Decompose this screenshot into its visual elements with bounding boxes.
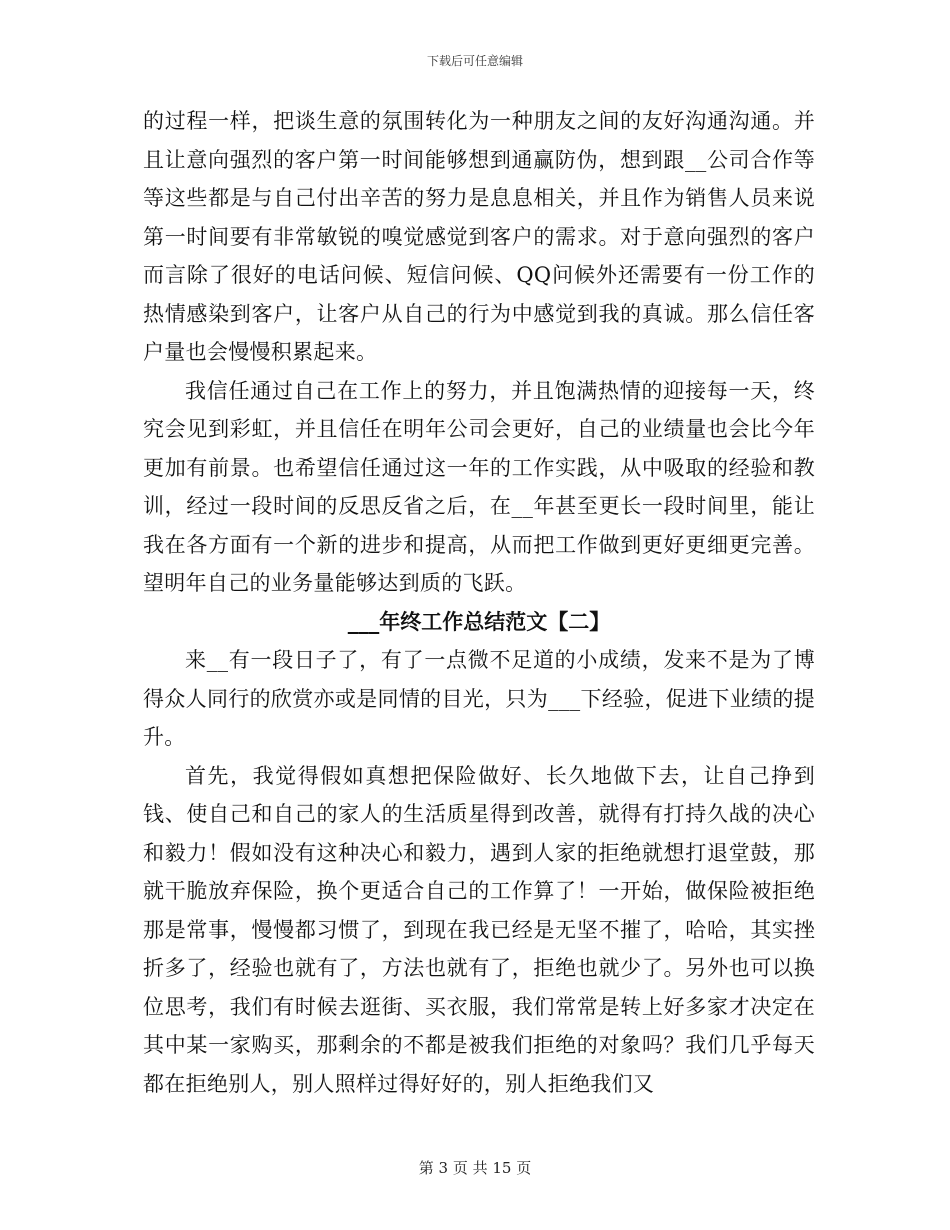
paragraph-perseverance: 首先，我觉得假如真想把保险做好、长久地做下去，让自己挣到钱、使自己和自己的家人的生活质星得到改善，就得有打持久战的决心和毅力！假如没有这种决心和毅力，遇到人家的拒绝就想打退堂鼓，那就干脆放弃保险，换个更适合自己的工作算了！一开始，做保险被拒绝那是常事，慢慢都习惯了，到现在我已经是无坚不摧了，哈哈，其实挫折多了，经验也就有了，方法也就有了，拒绝也就少了。另外也可以换位思考，我们有时候去逛街、买衣服，我们常常是转上好多家才决定在其中某一家购买，那剩余的不都是被我们拒绝的对象吗？我们几乎每天都在拒绝别人，别人照样过得好好的，别人拒绝我们又	[143, 763, 815, 1096]
document-body	[143, 102, 815, 1103]
header-note: 下载后可任意编辑	[426, 54, 523, 68]
paragraph-outlook: 我信任通过自己在工作上的努力，并且饱满热情的迎接每一天，终究会见到彩虹，并且信任在明年公司会更好，自己的业绩量也会比今年更加有前景。也希望信任通过这一年的工作实践，从中吸取的经验和教训，经过一段时间的反思反省之后，在__年甚至更长一段时间里，能让我在各方面有一个新的进步和提高，从而把工作做到更好更细更完善。望明年自己的业务量能够达到质的飞跃。	[143, 378, 815, 595]
paragraph-intro: 来__有一段日子了，有了一点微不足道的小成绩，发来不是为了博得众人同行的欣赏亦或是同情的目光，只为___下经验，促进下业绩的提升。	[143, 648, 815, 749]
section-heading: ___年终工作总结范文【二】	[347, 608, 611, 634]
paragraph-continuation: 的过程一样，把谈生意的氛围转化为一种朋友之间的友好沟通沟通。并且让意向强烈的客户第一时间能够想到通赢防伪，想到跟__公司合作等等这些都是与自己付出辛苦的努力是息息相关，并且作为销售人员来说第一时间要有非常敏锐的嗅觉感觉到客户的需求。对于意向强烈的客户而言除了很好的电话问候、短信问候、QQ问候外还需要有一份工作的热情感染到客户，让客户从自己的行为中感觉到我的真诚。那么信任客户量也会慢慢积累起来。	[143, 109, 815, 364]
page-number: 第 3 页 共 15 页	[418, 1159, 532, 1177]
